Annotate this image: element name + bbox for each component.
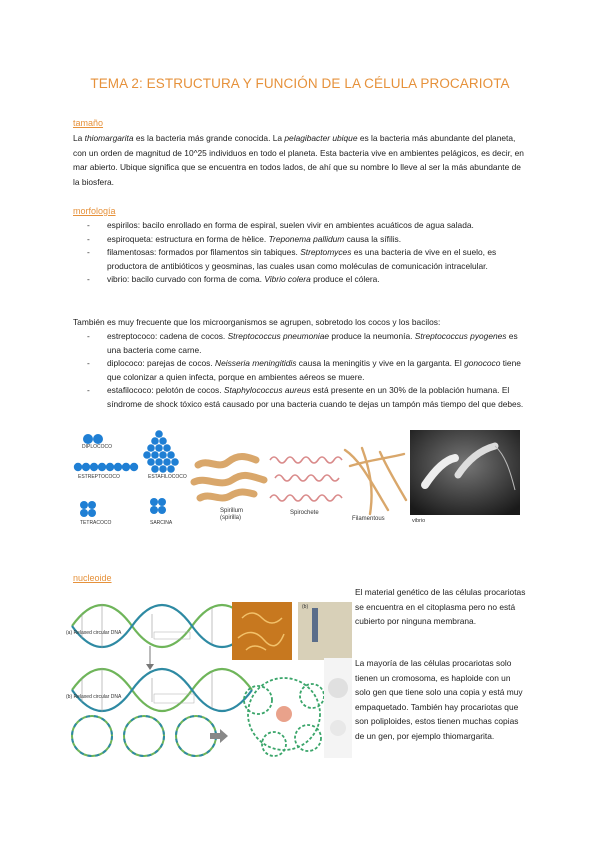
list-item: - diplococo: parejas de cocos. Neisseria meningitidis causa la meningitis y vive en la garganta. El gonococo tiene que colonizar a quien infecta, porque en ambientes aéreos se muere. bbox=[87, 358, 521, 382]
list-item: - estreptococo: cadena de cocos. Streptococcus pneumoniae produce la neumonía. Streptococcus pyogenes es una bacteria come carne. bbox=[87, 331, 518, 355]
page-title: TEMA 2: ESTRUCTURA Y FUNCIÓN DE LA CÉLULA PROCARIOTA bbox=[90, 76, 510, 91]
caption-relaxed-a: (a) Relaxed circular DNA bbox=[66, 630, 122, 636]
nucleoid-paragraph-2: La mayoría de las células procariotas solo tienen un cromosoma, es haploide con un solo gen que tiene solo una copia y está muy empaquetado. También hay procariotas que son poliploides, estos tienen muchas copias de un gen, por ejemplo thiomargarita. bbox=[355, 658, 523, 741]
caption-estreptococo: ESTREPTOCOCO bbox=[78, 474, 120, 480]
dna-illustration bbox=[62, 588, 352, 763]
section-heading-tamano: tamaño bbox=[73, 118, 104, 128]
caption-spirillum: Spirillum bbox=[220, 508, 244, 514]
grouping-intro: También es muy frecuente que los microorganismos se agrupen, sobretodo los cocos y los bacilos: bbox=[73, 317, 441, 327]
list-item: - espirilos: bacilo enrollado en forma de espiral, suelen vivir en ambientes acuáticos de agua salada. bbox=[87, 220, 474, 230]
list-item: - vibrio: bacilo curvado con forma de coma. Vibrio colera produce el cólera. bbox=[87, 274, 380, 285]
section-heading-nucleoide: nucleoide bbox=[73, 573, 112, 583]
list-item: - filamentosas: formados por filamentos sin tabiques. Streptomyces es una bacteria de vive en el suelo, es productora de antibióticos y geosminas, las cuales usan como moléculas de comunicación intracelular. bbox=[87, 247, 497, 271]
caption-spirochete: Spirochete bbox=[290, 510, 319, 516]
tamano-paragraph: La thiomargarita es la bacteria más grande conocida. La pelagibacter ubique es la bacteria más abundante del planeta, con un orden de magnitud de 10^25 individuos en todo el planeta. Esta bacteria vive en ambientes pelágicos, es decir, en mar abierto. Ubique significa que se encuentra en todos lados, de ahí que su nombre lo lleve al ser la más abundante de la biosfera. bbox=[73, 133, 524, 187]
caption-vibrio: vibrio bbox=[412, 518, 426, 524]
caption-diplococo: DIPLOCOCO bbox=[82, 444, 113, 450]
nucleoid-figure bbox=[62, 588, 352, 763]
caption-sarcina: SARCINA bbox=[150, 520, 173, 526]
nucleoid-paragraph-1: El material genético de las células procariotas se encuentra en el citoplasma pero no está cubierto por ninguna membrana. bbox=[355, 587, 526, 627]
caption-tetracoco: TETRACOCO bbox=[80, 520, 112, 526]
list-item: - espiroqueta: estructura en forma de hèlice. Treponema pallidum causa la sífilis. bbox=[87, 233, 402, 244]
caption-relaxed-b: (b) Relaxed circular DNA bbox=[66, 694, 122, 700]
morphology-list bbox=[73, 219, 525, 287]
morphology-figure bbox=[70, 430, 525, 530]
caption-panel-b: (b) bbox=[302, 604, 309, 610]
caption-spirilla: (spirilla) bbox=[220, 515, 241, 521]
caption-estafilococo: ESTAFILOCOCO bbox=[148, 474, 187, 480]
list-item: - estafilococo: pelotón de cocos. Staphylococcus aureus está presente en un 30% de la población humana. El síndrome de shock tóxico está causado por una bacteria cuando te dejas un tampón más tiempo del que debes. bbox=[87, 385, 524, 409]
section-heading-morfologia: morfología bbox=[73, 206, 116, 216]
caption-filamentous: Filamentous bbox=[352, 516, 385, 522]
grouping-list bbox=[73, 330, 525, 412]
